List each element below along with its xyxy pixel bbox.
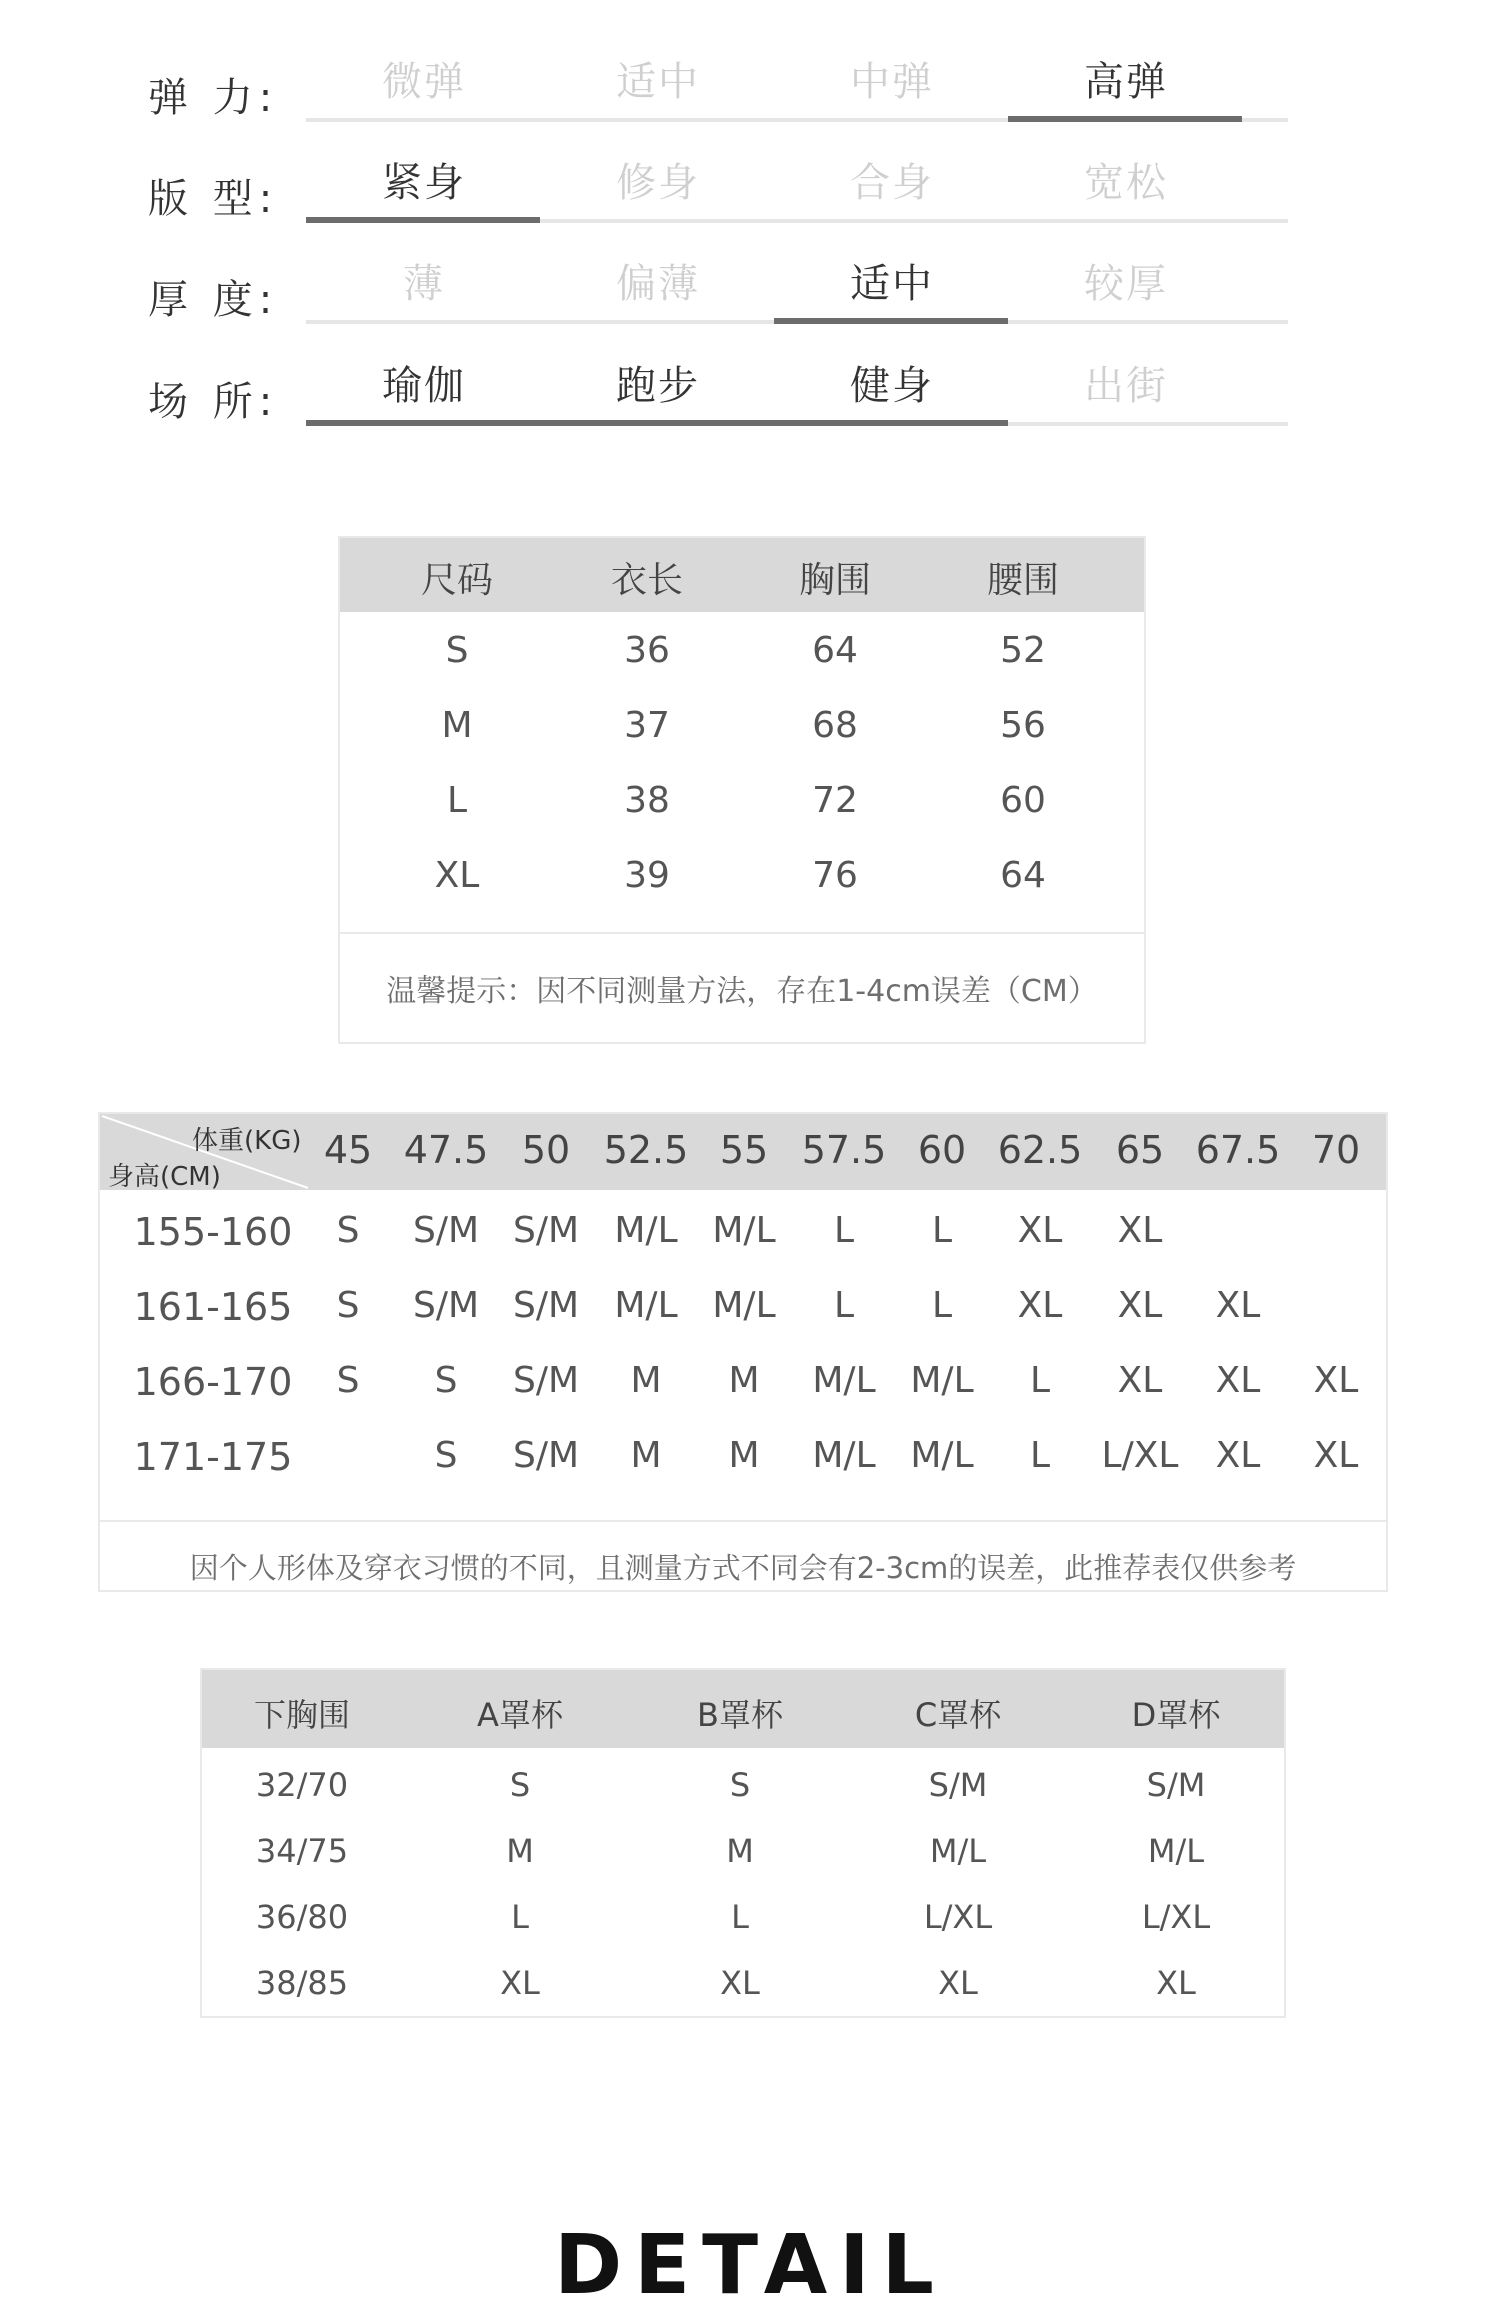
cup-cell: XL [720,1964,760,2002]
recommended-size-cell: XL [1313,1360,1359,1401]
weight-header-cell: 55 [719,1128,769,1172]
recommended-size-cell: L [1029,1435,1051,1476]
cup-cell: L/XL [923,1898,993,1936]
size-cell: XL [434,855,480,896]
weight-header-cell: 47.5 [403,1128,489,1172]
attribute-label: 弹 力: [148,75,279,121]
cup-cell: XL [938,1964,978,2002]
weight-header-cell: 50 [521,1128,571,1172]
recommended-size-cell: XL [1017,1285,1063,1326]
size-cell: 38 [624,780,670,821]
recommended-size-cell: L [931,1285,953,1326]
cup-cell: S/M [1146,1766,1206,1804]
size-cell: 60 [1000,780,1046,821]
recommended-size-cell: XL [1017,1210,1063,1251]
attribute-option: 修身 [616,160,700,206]
recommended-size-cell: M [728,1435,760,1476]
cup-header-cell: 下胸围 [253,1696,350,1734]
height-row-label: 155-160 [133,1210,293,1254]
size-cell: 56 [1000,705,1046,746]
size-cell: 37 [624,705,670,746]
weight-header-cell: 62.5 [997,1128,1083,1172]
size-cell: 72 [812,780,858,821]
recommended-size-cell: XL [1215,1285,1261,1326]
height-row-label: 161-165 [133,1285,293,1329]
attribute-option: 较厚 [1084,261,1168,307]
recommended-size-cell: XL [1117,1360,1163,1401]
attribute-option: 宽松 [1084,160,1168,206]
size-table-divider [340,932,1144,934]
cup-cell: M [726,1832,754,1870]
recommended-size-cell: S [434,1435,458,1476]
recommended-size-cell: L [833,1285,855,1326]
cup-cell: L [731,1898,749,1936]
recommended-size-cell: S/M [512,1435,580,1476]
size-cell: 39 [624,855,670,896]
attribute-option: 适中 [850,261,934,307]
recommended-size-cell: M/L [712,1210,776,1251]
weight-axis-label: 体重(KG) [192,1126,302,1156]
cup-cell: M [506,1832,534,1870]
recommended-size-cell: XL [1215,1435,1261,1476]
attribute-selected-bar [306,217,540,223]
cup-cell: S [509,1766,531,1804]
attribute-label: 场 所: [148,379,279,425]
recommended-size-cell: S/M [412,1210,480,1251]
size-header-bust: 胸围 [798,560,871,601]
cup-cell: M/L [1147,1832,1205,1870]
cup-cell: XL [500,1964,540,2002]
recommended-size-cell: M [728,1360,760,1401]
cup-header-cell: D罩杯 [1131,1696,1221,1734]
recommended-size-cell: S [336,1210,360,1251]
recommended-size-cell: L [1029,1360,1051,1401]
attribute-option: 瑜伽 [382,363,466,409]
attribute-option: 微弹 [382,59,466,105]
recommended-size-cell: M/L [614,1285,678,1326]
recommended-size-cell: L [931,1210,953,1251]
attribute-option: 紧身 [382,160,466,206]
weight-header-cell: 67.5 [1195,1128,1281,1172]
attribute-selected-bar [306,420,1008,426]
recommendation-note: 因个人形体及穿衣习惯的不同，且测量方式不同会有2-3cm的误差，此推荐表仅供参考 [189,1551,1297,1585]
recommended-size-cell: S [336,1360,360,1401]
recommended-size-cell: XL [1117,1210,1163,1251]
attribute-selected-bar [774,318,1008,324]
weight-header-cell: 70 [1311,1128,1361,1172]
weight-header-cell: 45 [323,1128,373,1172]
recommended-size-cell: S/M [512,1360,580,1401]
recommended-size-cell: S [434,1360,458,1401]
attribute-option: 偏薄 [616,261,700,307]
recommended-size-cell: L [833,1210,855,1251]
cup-cell: L [511,1898,529,1936]
cup-table-header [202,1670,1284,1748]
recommendation-header [100,1114,1386,1190]
recommended-size-cell: M/L [812,1435,876,1476]
recommended-size-cell: S/M [512,1285,580,1326]
cup-cell: S [729,1766,751,1804]
attribute-option: 中弹 [850,59,934,105]
attribute-option: 适中 [616,59,700,105]
recommended-size-cell: M [630,1360,662,1401]
size-cell: M [441,705,473,746]
weight-header-cell: 65 [1115,1128,1165,1172]
attribute-selected-bar [1008,116,1242,122]
size-cell: 68 [812,705,858,746]
size-header-waist: 腰围 [986,560,1059,601]
cup-cell: 32/70 [255,1766,349,1804]
size-table-note: 温馨提示：因不同测量方法，存在1-4cm误差（CM） [386,974,1098,1009]
size-cell: 52 [1000,630,1046,671]
detail-title: DETAIL [554,2218,946,2313]
attribute-option: 跑步 [616,363,700,409]
recommended-size-cell: L/XL [1101,1435,1179,1476]
size-cell: 64 [812,630,858,671]
recommended-size-cell: S/M [412,1285,480,1326]
size-header-size: 尺码 [420,560,493,601]
size-table-header [340,538,1144,612]
height-axis-label: 身高(CM) [108,1162,221,1192]
weight-header-cell: 60 [917,1128,967,1172]
cup-header-cell: A罩杯 [477,1696,563,1734]
cup-cell: 34/75 [255,1832,349,1870]
recommendation-divider [100,1520,1386,1522]
size-cell: 76 [812,855,858,896]
attribute-row [0,356,1500,436]
attribute-option: 高弹 [1084,59,1168,105]
recommended-size-cell: M/L [910,1435,974,1476]
size-cell: S [445,630,469,671]
cup-cell: L/XL [1141,1898,1211,1936]
size-cell: L [446,780,468,821]
attribute-option: 健身 [850,363,934,409]
cup-cell: XL [1156,1964,1196,2002]
size-cell: 36 [624,630,670,671]
weight-header-cell: 52.5 [603,1128,689,1172]
cup-cell: S/M [928,1766,988,1804]
cup-size-table [200,1668,1286,2018]
height-row-label: 171-175 [133,1435,293,1479]
cup-cell: M/L [929,1832,987,1870]
cup-header-cell: B罩杯 [697,1696,783,1734]
attribute-row [0,52,1500,132]
recommended-size-cell: XL [1313,1435,1359,1476]
attribute-row [0,153,1500,233]
height-row-label: 166-170 [133,1360,293,1404]
cup-cell: 36/80 [255,1898,349,1936]
recommended-size-cell: M [630,1435,662,1476]
recommended-size-cell: S [336,1285,360,1326]
size-cell: 64 [1000,855,1046,896]
size-header-length: 衣长 [610,560,683,601]
recommended-size-cell: M/L [812,1360,876,1401]
recommended-size-cell: M/L [614,1210,678,1251]
recommended-size-cell: XL [1215,1360,1261,1401]
recommended-size-cell: S/M [512,1210,580,1251]
recommended-size-cell: M/L [910,1360,974,1401]
size-recommendation-table [98,1112,1388,1592]
attribute-option: 合身 [850,160,934,206]
size-table [338,536,1146,1044]
attribute-row [0,254,1500,334]
attribute-option: 薄 [403,261,445,307]
attribute-option: 出街 [1084,363,1168,409]
cup-cell: 38/85 [255,1964,349,2002]
recommended-size-cell: XL [1117,1285,1163,1326]
recommended-size-cell: M/L [712,1285,776,1326]
attribute-label: 版 型: [148,176,279,222]
attribute-label: 厚 度: [148,277,279,323]
cup-header-cell: C罩杯 [914,1696,1002,1734]
weight-header-cell: 57.5 [801,1128,887,1172]
